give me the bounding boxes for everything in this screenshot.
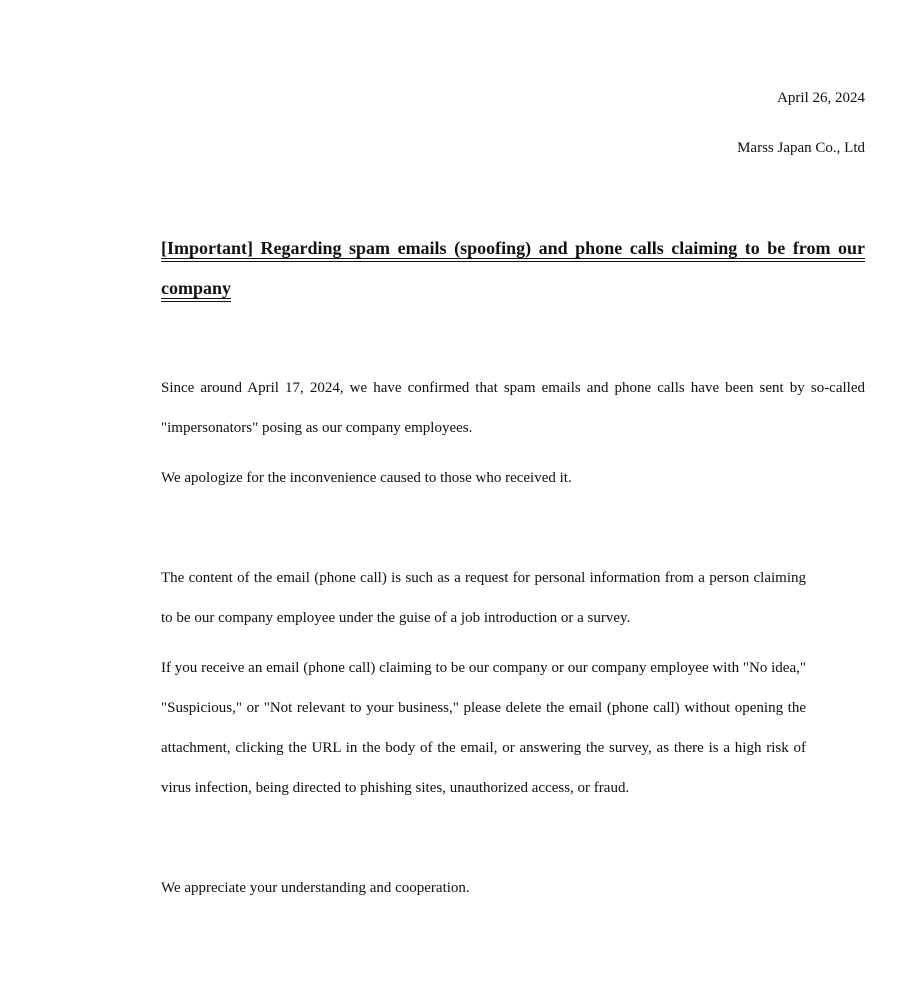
paragraph-email-content: The content of the email (phone call) is such as a request for personal information from a person claiming to be our company employee under the guise of a job introduction or a survey.: [161, 570, 806, 626]
spacer: [161, 508, 865, 548]
document-date: April 26, 2024: [777, 90, 865, 106]
spacer: [161, 818, 865, 858]
paragraph-apology: We apologize for the inconvenience caused to those who received it.: [161, 470, 572, 486]
paragraph-confirmation: Since around April 17, 2024, we have confirmed that spam emails and phone calls have been sent by so-called "impersonators" posing as our company employees.: [161, 380, 865, 436]
document-title: [Important] Regarding spam emails (spoofing) and phone calls claiming to be from our company: [161, 238, 865, 298]
paragraph-closing: We appreciate your understanding and cooperation.: [161, 880, 470, 896]
spacer: [161, 178, 865, 218]
paragraph-warning: If you receive an email (phone call) claiming to be our company or our company employee with "No idea," "Suspicious," or "Not relevant to your business," please delete the email (phone call) without opening the attachment, clicking the URL in the body of the email, or answering the survey, as there is a high risk of virus infection, being directed to phishing sites, unauthorized access, or fraud.: [161, 660, 806, 796]
company-name: Marss Japan Co., Ltd: [737, 140, 865, 156]
spacer: [161, 318, 865, 358]
